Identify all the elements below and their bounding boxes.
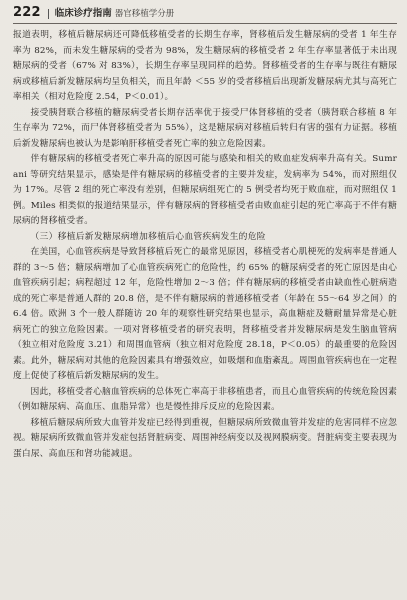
- paragraph: 在美国，心血管疾病是导致肾移植后死亡的最常见原因，移植受者心肌梗死的发病率是普通人群的 3～5 倍；糖尿病增加了心血管疾病死亡的危险性，约 65% 的糖尿病受者的死亡原因是由心血管疾病引起；病程超过 12 年，危险性增加 2～3 倍；伴有糖尿病的移植受者由缺血性心脏病造成的死亡率是普通人群的 20.8 倍，是不伴有糖尿病的普通移植受者（年龄在 55～64 岁之间）的 6.4 倍。欧洲 3 个一般人群随访 20 年的观察性研究结果也显示，高血糖症及糖耐量异常是心脏病死亡的独立危险因素。一项对肾移植受者的研究表明，肾移植受者并发糖尿病是发生脑血管病（独立相对危险度 3.21）和周围血管病（独立相对危险度 28.18，P＜0.05）的最重要的危险因素。此外，糖尿病对其他的危险因素具有增强效应，如吸烟和血脂紊乱。周围血管疾病也在一定程度上促使了移植后新发糖尿病的发生。: [13, 247, 397, 381]
- paragraph: 报道表明，移植后糖尿病还可降低移植受者的长期生存率，肾移植后发生糖尿病的受者 1 年生存率为 82%，而未发生糖尿病的受者为 98%，发生糖尿病的移植受者 2 年生存率显著低于未出现糖尿病的受者（67% 对 83%），长期生存率呈现同样的趋势。肾移植受者的生存率与既往有糖尿病或移植后新发糖尿病均呈负相关，而且年龄 ＜55 岁的受者移植后出现新发糖尿病尤其与高死亡率相关（相对危险度 2.54，P＜0.01）。: [13, 30, 397, 102]
- header-divider: [48, 9, 49, 19]
- paragraph: 伴有糖尿病的移植受者死亡率升高的原因可能与感染和相关的败血症发病率升高有关。Sumrani 等研究结果显示，感染是伴有糖尿病的移植受者的主要并发症，发病率为 54%，而对照组仅为 17%。尽管 2 组的死亡率没有差别，但糖尿病组死亡的 5 例受者均死于败血症，而对照组仅 1 例。Miles 相类似的报道结果显示，伴有糖尿病的肾移植受者由败血症引起的死亡率高于不伴有糖尿病的肾移植受者。: [13, 154, 397, 226]
- section-heading: （三）移植后新发糖尿病增加移植后心血管疾病发生的危险: [30, 231, 266, 242]
- paragraph: 因此，移植受者心脑血管疾病的总体死亡率高于非移植患者，而且心血管疾病的传统危险因素（例如糖尿病、高血压、血脂异常）也是慢性排斥反应的危险因素。: [13, 386, 397, 412]
- page-number: 222: [13, 5, 41, 20]
- paragraph: 移植后糖尿病所致大血管并发症已经得到重视，但糖尿病所致微血管并发症的危害同样不应忽视。糖尿病所致微血管并发症包括肾脏病变、周围神经病变以及视网膜病变。肾脏病变主要表现为蛋白尿、高血压和肾功能减退。: [13, 417, 397, 459]
- body-text: [13, 28, 397, 462]
- book-subtitle: 器官移植学分册: [114, 9, 175, 19]
- page-header: [13, 5, 397, 24]
- paragraph: 接受胰肾联合移植的糖尿病受者长期存活率优于接受尸体肾移植的受者（胰肾联合移植 8 年生存率为 72%，而尸体肾移植受者为 55%），这是糖尿病对移植后转归有害的强有力证据。移植后新发糖尿病也被认为是影响肝移植受者死亡率的独立危险因素。: [13, 107, 397, 149]
- book-title: 临床诊疗指南: [54, 8, 112, 19]
